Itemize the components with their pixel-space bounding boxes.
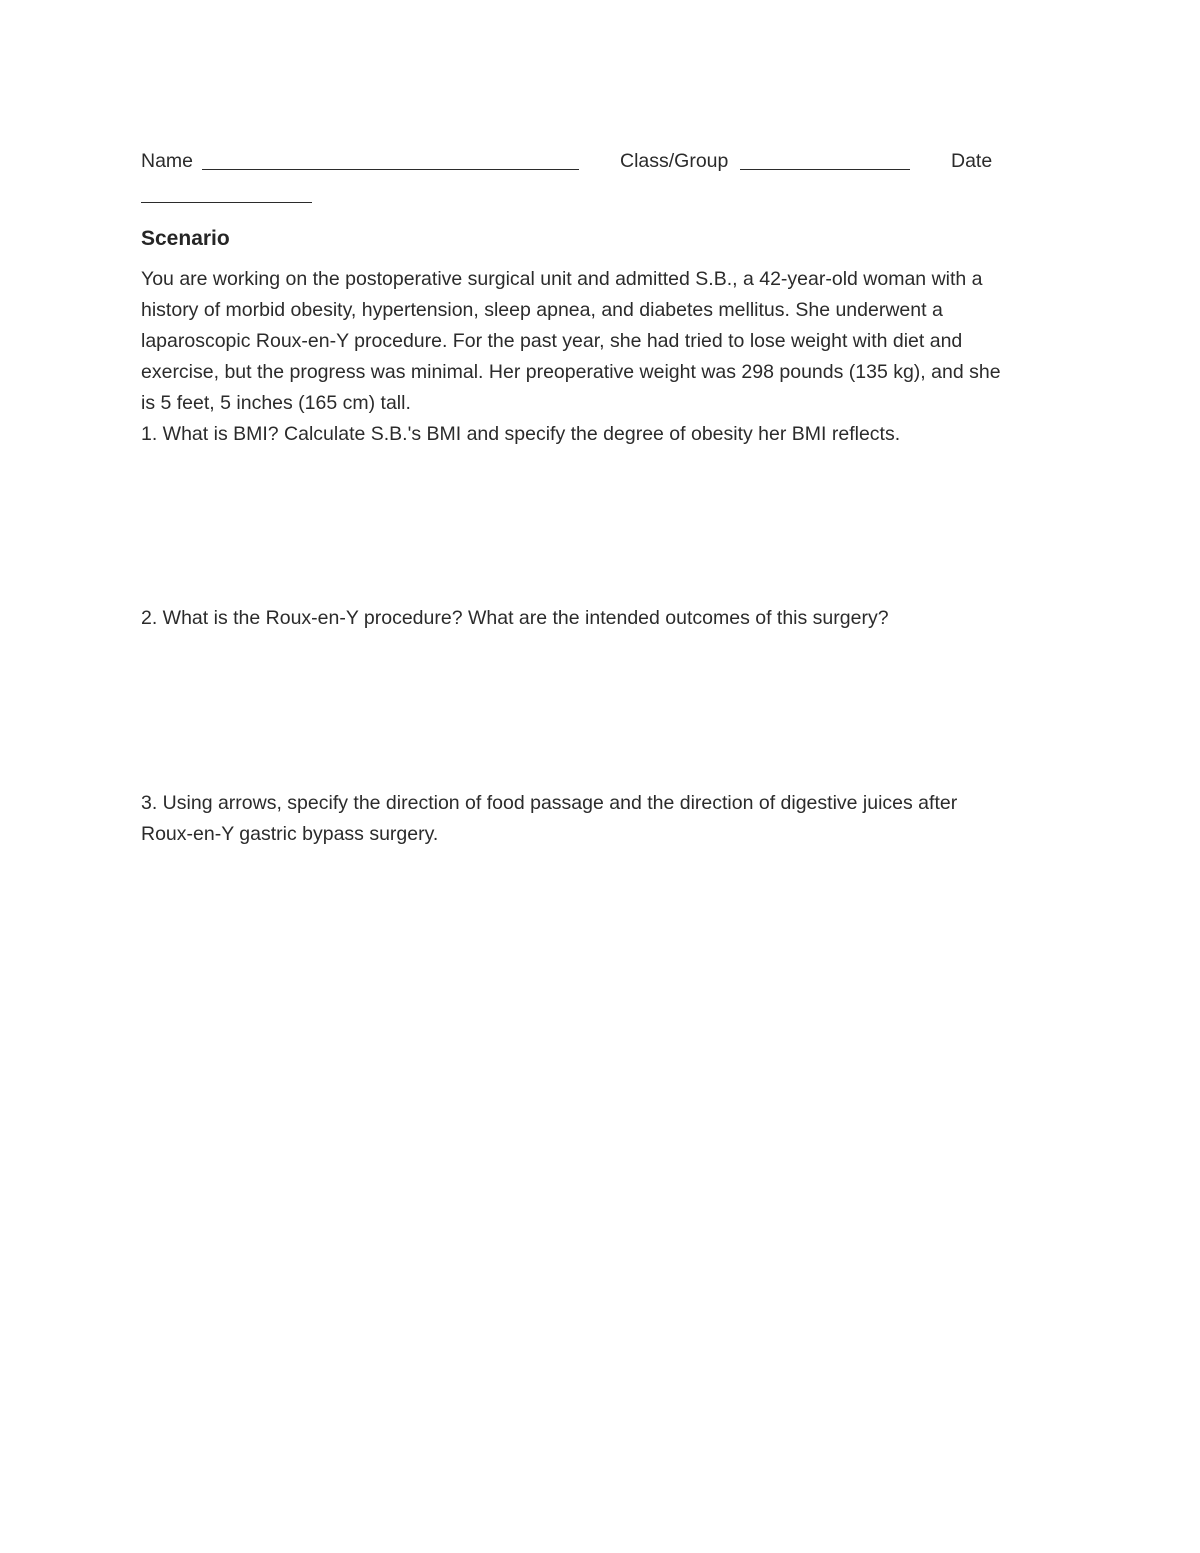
student-info-row <box>141 148 1061 174</box>
scenario-paragraph <box>141 264 1061 419</box>
class-group-blank[interactable] <box>740 169 910 170</box>
question-1-text: 1. What is BMI? Calculate S.B.'s BMI and specify the degree of obesity her BMI reflects. <box>141 423 901 445</box>
question-1 <box>141 419 1061 450</box>
name-label: Name <box>141 150 194 172</box>
question-3-text-line: 3. Using arrows, specify the direction of food passage and the direction of digestive juices after <box>141 792 958 814</box>
date-blank[interactable] <box>141 202 312 203</box>
name-blank[interactable] <box>202 169 579 170</box>
scenario-line: history of morbid obesity, hypertension, sleep apnea, and diabetes mellitus. She underwent a <box>141 299 943 321</box>
question-3 <box>141 788 1061 850</box>
scenario-line: is 5 feet, 5 inches (165 cm) tall. <box>141 392 411 414</box>
scenario-line: laparoscopic Roux-en-Y procedure. For the past year, she had tried to lose weight with diet and <box>141 330 963 352</box>
scenario-heading: Scenario <box>141 227 230 250</box>
scenario-line: You are working on the postoperative surgical unit and admitted S.B., a 42-year-old woman with a <box>141 268 983 290</box>
question-2-text: 2. What is the Roux-en-Y procedure? What are the intended outcomes of this surgery? <box>141 607 889 629</box>
question-3-text-line: Roux-en-Y gastric bypass surgery. <box>141 823 439 845</box>
scenario-line: exercise, but the progress was minimal. Her preoperative weight was 298 pounds (135 kg), and she <box>141 361 1001 383</box>
date-label: Date <box>951 150 993 172</box>
question-2 <box>141 603 1061 634</box>
class-group-label: Class/Group <box>620 150 729 172</box>
